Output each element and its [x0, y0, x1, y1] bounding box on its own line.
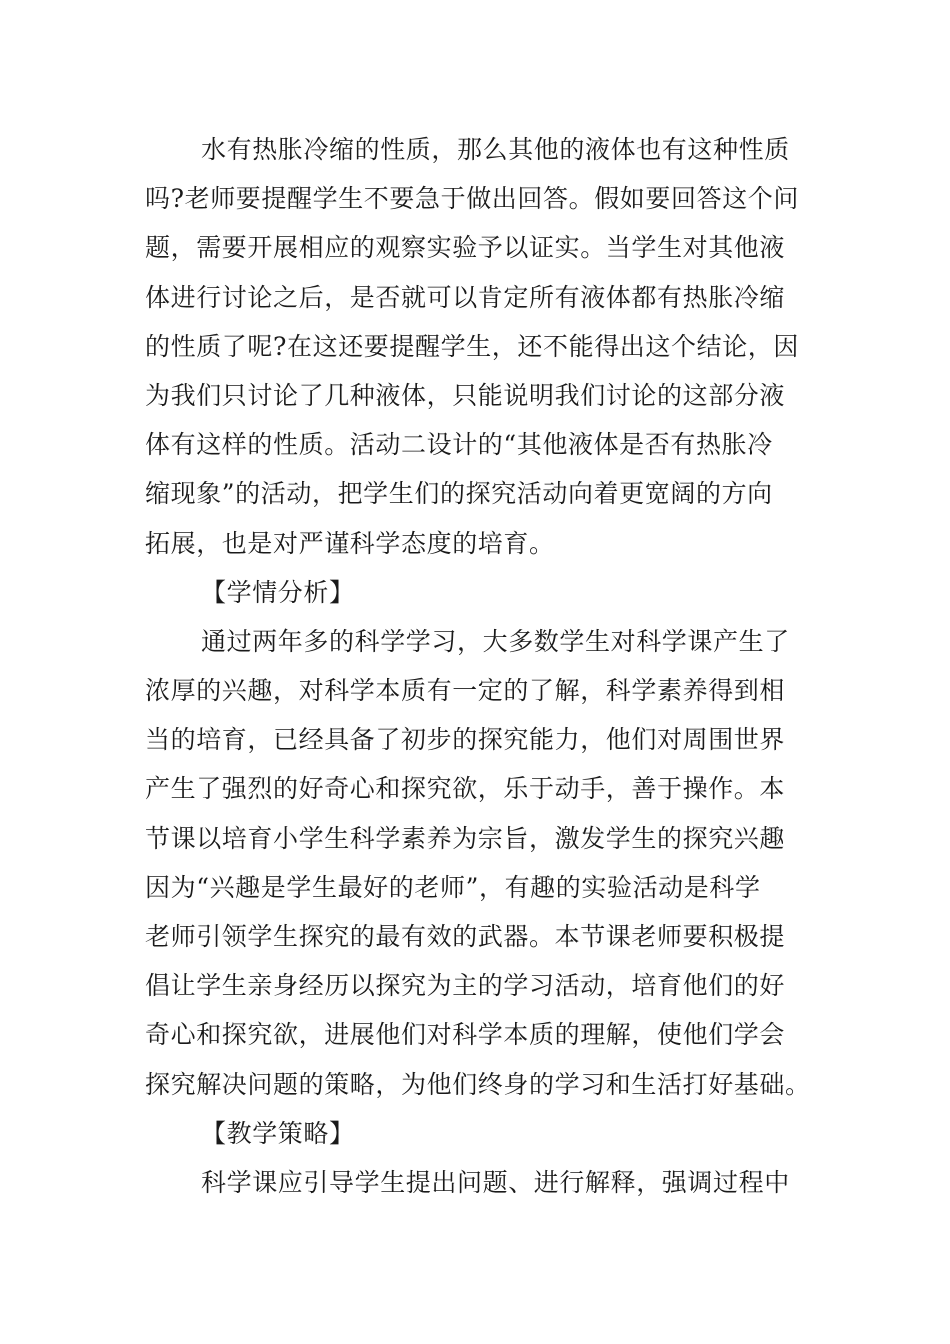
text-line: 吗?老师要提醒学生不要急于做出回答。假如要回答这个问 [145, 184, 800, 214]
text-line: 水有热胀冷缩的性质，那么其他的液体也有这种性质 [201, 135, 790, 164]
text-line: 奇心和探究欲，进展他们对科学本质的理解，使他们学会 [145, 1020, 786, 1050]
text-line: 【教学策略】 [201, 1118, 355, 1148]
text-line: 缩现象”的活动，把学生们的探究活动向着更宽阔的方向 [145, 479, 773, 509]
text-line: 浓厚的兴趣，对科学本质有一定的了解，科学素养得到相 [145, 676, 786, 706]
text-line: 当的培育，已经具备了初步的探究能力，他们对周围世界 [145, 725, 786, 755]
text-line: 科学课应引导学生提出问题、进行解释，强调过程中 [201, 1167, 790, 1197]
text-line: 探究解决问题的策略，为他们终身的学习和生活打好基础。 [145, 1069, 811, 1099]
text-line: 老师引领学生探究的最有效的武器。本节课老师要积极提 [145, 922, 786, 951]
text-line: 题，需要开展相应的观察实验予以证实。当学生对其他液 [145, 233, 786, 263]
text-line: 产生了强烈的好奇心和探究欲，乐于动手，善于操作。本 [145, 774, 786, 804]
text-line: 节课以培育小学生科学素养为宗旨，激发学生的探究兴趣 [145, 823, 786, 853]
text-line: 因为“兴趣是学生最好的老师”，有趣的实验活动是科学 [145, 872, 761, 902]
text-line: 体进行讨论之后，是否就可以肯定所有液体都有热胀冷缩 [145, 282, 786, 312]
text-line: 拓展，也是对严谨科学态度的培育。 [145, 528, 555, 558]
text-line: 的性质了呢?在这还要提醒学生，还不能得出这个结论，因 [145, 331, 800, 361]
text-line: 倡让学生亲身经历以探究为主的学习活动，培育他们的好 [145, 971, 786, 1001]
document-body [145, 125, 810, 1207]
text-line: 体有这样的性质。活动二设计的“其他液体是否有热胀冷 [145, 430, 773, 460]
text-line: 通过两年多的科学学习，大多数学生对科学课产生了 [201, 626, 790, 656]
text-line: 【学情分析】 [201, 577, 355, 607]
text-line: 为我们只讨论了几种液体，只能说明我们讨论的这部分液 [145, 380, 786, 410]
